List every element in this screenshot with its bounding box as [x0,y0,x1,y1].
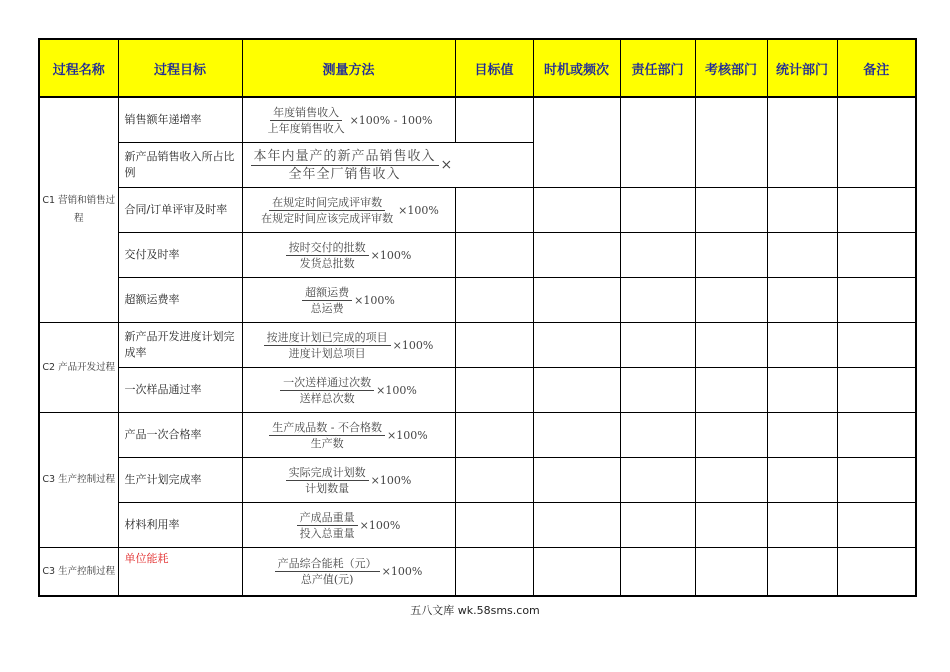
formula-denominator: 计划数量 [305,481,350,495]
header-measure-method: 测量方法 [242,39,455,97]
header-remarks: 备注 [837,39,916,97]
formula-denominator: 送样总次数 [299,391,355,405]
formula-denominator: 全年全厂销售收入 [288,166,401,182]
target-value-cell [455,97,533,143]
goal-cell: 新产品开发进度计划完成率 [118,323,242,368]
table-row [39,233,916,278]
goal-cell: 新产品销售收入所占比例 [118,143,242,188]
formula [243,375,455,406]
goal-cell: 生产计划完成率 [118,458,242,503]
process-name-cell: C3 生产控制过程 [39,548,118,597]
formula [243,556,455,587]
table-row [39,323,916,368]
formula-denominator: 在规定时间应该完成评审数 [261,211,394,225]
formula-suffix: ×100% - 100% [349,113,433,127]
formula-cell [242,97,455,143]
process-name-cell: C1 营销和销售过程 [39,97,118,323]
formula-numerator: 一次送样通过次数 [280,375,374,391]
formula-cell [242,503,455,548]
formula-suffix: ×100% [370,473,412,487]
formula-numerator: 超额运费 [302,285,352,301]
goal-cell: 产品一次合格率 [118,413,242,458]
formula-numerator: 按时交付的批数 [286,240,369,256]
remarks-cell [837,97,916,188]
formula [243,240,455,271]
goal-cell: 交付及时率 [118,233,242,278]
footer-watermark: 五八文库 wk.58sms.com [410,604,540,617]
goal-cell: 合同/订单评审及时率 [118,188,242,233]
table-row [39,278,916,323]
formula [243,195,455,226]
table-row [39,548,916,597]
header-target-value: 目标值 [455,39,533,97]
formula-suffix: ×100% [370,248,412,262]
formula-numerator: 产成品重量 [297,510,358,526]
goal-cell: 销售额年递增率 [118,97,242,143]
formula-denominator: 投入总重量 [299,526,355,540]
formula-numerator: 实际完成计划数 [286,465,369,481]
formula [243,105,455,136]
header-process-name: 过程名称 [39,39,118,97]
statistics-dept-cell [767,97,837,188]
table-row [39,368,916,413]
formula-numerator: 在规定时间完成评审数 [269,195,385,211]
formula-numerator: 本年内量产的新产品销售收入 [251,148,439,166]
goal-cell: 一次样品通过率 [118,368,242,413]
formula-denominator: 总产值(元) [300,573,354,586]
table-row [39,413,916,458]
header-process-goal: 过程目标 [118,39,242,97]
formula-cell [242,368,455,413]
formula [243,510,455,541]
formula [243,148,533,183]
header-responsible-dept: 责任部门 [620,39,695,97]
formula-suffix: × [440,157,453,173]
table-row [39,503,916,548]
formula-suffix: ×100% [381,565,423,578]
formula-cell [242,323,455,368]
header-assessment-dept: 考核部门 [695,39,767,97]
goal-cell: 材料利用率 [118,503,242,548]
formula [243,330,455,361]
formula-suffix: ×100% [354,293,395,307]
responsible-dept-cell [620,97,695,188]
header-timing-frequency: 时机或频次 [533,39,620,97]
formula-cell [242,548,455,597]
header-row [39,39,916,97]
formula-suffix: ×100% [376,383,417,397]
formula-cell [242,233,455,278]
formula-denominator: 发货总批数 [299,256,355,270]
formula-denominator: 上年度销售收入 [267,121,345,135]
formula-suffix: ×100% [387,428,428,442]
formula-cell [242,413,455,458]
formula-numerator: 年度销售收入 [270,105,342,121]
formula-numerator: 按进度计划已完成的项目 [264,330,391,346]
goal-cell: 单位能耗 [118,548,242,597]
formula [243,465,455,496]
goal-cell: 超额运费率 [118,278,242,323]
formula [243,420,455,451]
formula-cell [242,278,455,323]
table-row [39,458,916,503]
formula-cell [242,188,455,233]
table-row [39,97,916,143]
formula-numerator: 生产成品数 - 不合格数 [269,420,385,436]
formula-denominator: 生产数 [310,436,344,450]
formula-suffix: ×100% [398,203,439,217]
formula-denominator: 总运费 [310,301,344,315]
formula [243,285,455,316]
formula-suffix: ×100% [359,518,401,532]
process-name-cell: C3 生产控制过程 [39,413,118,548]
header-statistics-dept: 统计部门 [767,39,837,97]
process-name-cell: C2 产品开发过程 [39,323,118,413]
formula-denominator: 进度计划总项目 [288,346,366,360]
formula-numerator: 产品综合能耗（元） [275,556,380,572]
table-row [39,188,916,233]
kpi-table [38,38,917,597]
timing-cell [533,97,620,188]
formula-cell [242,143,533,188]
formula-cell [242,458,455,503]
assessment-dept-cell [695,97,767,188]
formula-suffix: ×100% [392,338,434,352]
